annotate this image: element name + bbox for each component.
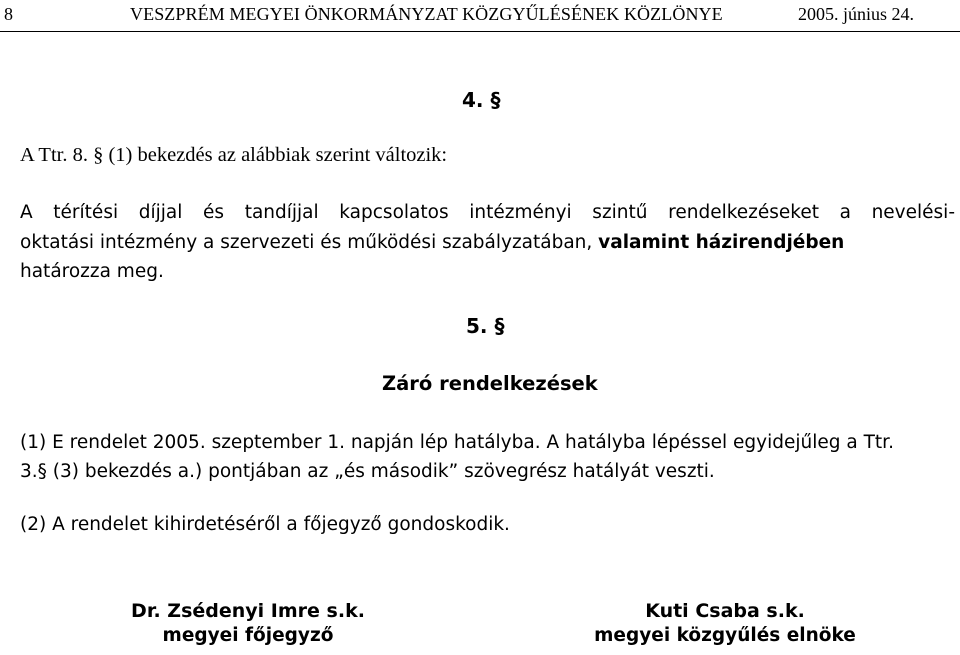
section-4-intro: A Ttr. 8. § (1) bekezdés az alábbiak szerint változik:	[20, 144, 448, 166]
paragraph-bold-text: valamint házirendjében	[598, 232, 845, 253]
section-4-paragraph-line-3: határozza meg.	[20, 261, 164, 282]
journal-title: VESZPRÉM MEGYEI ÖNKORMÁNYZAT KÖZGYŰLÉSÉNEK KÖZLÖNYE	[130, 4, 723, 24]
section-5-title: Záró rendelkezések	[382, 372, 598, 395]
signatory-role: megyei főjegyző	[162, 625, 334, 646]
signature-right	[580, 600, 870, 646]
section-5-paragraph-2: (2) A rendelet kihirdetéséről a főjegyző gondoskodik.	[20, 514, 510, 535]
issue-date: 2005. június 24.	[798, 4, 915, 24]
signature-left	[108, 600, 388, 646]
section-4-heading: 4. §	[462, 88, 501, 112]
paragraph-text: oktatási intézmény a szervezeti és működési szabályzatában,	[20, 232, 599, 253]
header-rule	[0, 31, 960, 32]
section-5-heading: 5. §	[466, 314, 505, 338]
section-5-paragraph-1-line-2: 3.§ (3) bekezdés a.) pontjában az „és második” szövegrész hatályát veszti.	[20, 461, 715, 482]
signatory-name: Kuti Csaba s.k.	[645, 600, 805, 622]
page-number: 8	[4, 4, 13, 24]
signatory-role: megyei közgyűlés elnöke	[594, 625, 856, 646]
section-5-paragraph-1-line-1: (1) E rendelet 2005. szeptember 1. napján lép hatályba. A hatályba lépéssel egyidejűleg a Ttr.	[20, 432, 894, 453]
section-4-paragraph-line-2	[20, 232, 844, 253]
signatory-name: Dr. Zsédenyi Imre s.k.	[131, 600, 365, 622]
section-4-paragraph-line-1: A térítési díjjal és tandíjjal kapcsolatos intézményi szintű rendelkezéseket a nevelési-	[20, 202, 955, 223]
page-header	[0, 0, 960, 34]
